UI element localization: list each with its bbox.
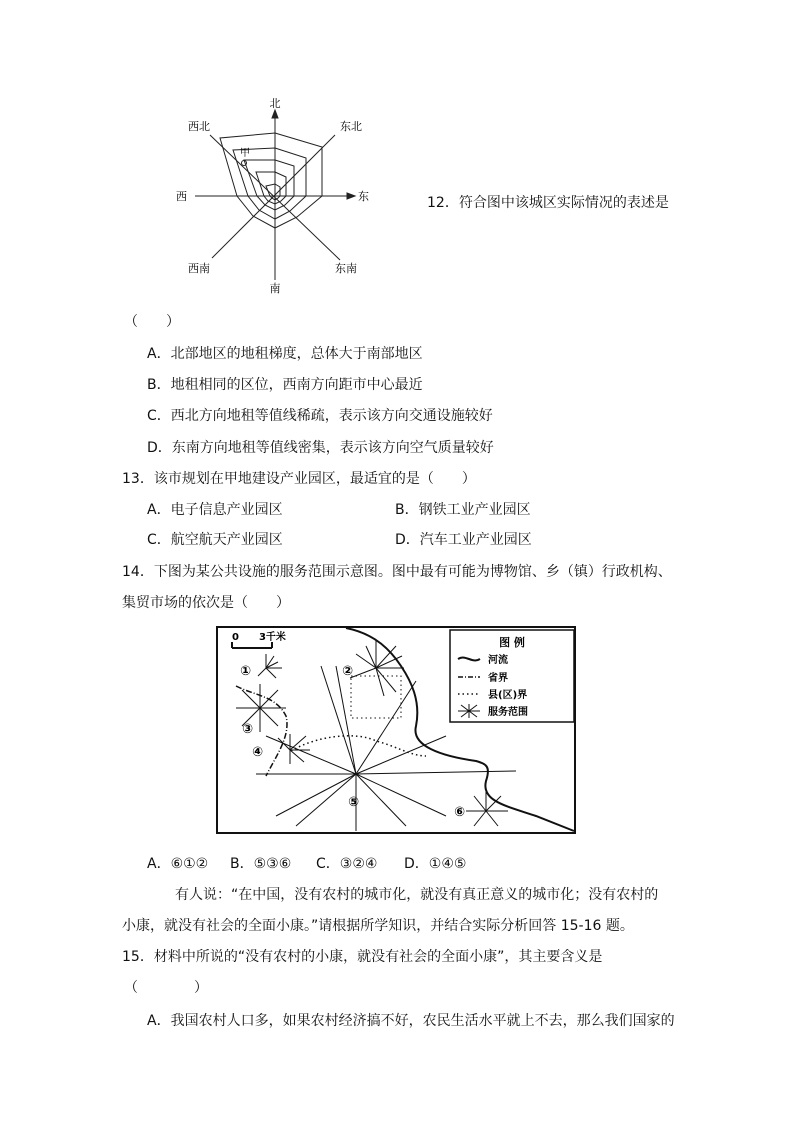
label-east: 东 <box>358 190 369 203</box>
north-arrow-icon <box>272 110 278 118</box>
q12-option-b: B．地租相同的区位，西南方向距市中心最近 <box>147 377 423 393</box>
q12-option-a: A．北部地区的地租梯度，总体大于南部地区 <box>147 346 423 362</box>
q12-option-d: D．东南方向地租等值线密集，表示该方向空气质量较好 <box>147 440 494 456</box>
marker-3: ③ <box>242 722 254 737</box>
q15-option-a: A．我国农村人口多，如果农村经济搞不好，农民生活水平就上不去，那么我们国家的 <box>147 1013 675 1029</box>
east-arrow-icon <box>347 193 355 199</box>
legend-river: 河流 <box>488 655 508 666</box>
q13-option-d: D．汽车工业产业园区 <box>395 532 532 548</box>
marker-5: ⑤ <box>348 795 360 810</box>
q12-option-c: C．西北方向地租等值线稀疏，表示该方向交通设施较好 <box>147 408 493 424</box>
legend-province: 省界 <box>488 673 508 684</box>
marker-4: ④ <box>252 745 264 760</box>
q12-paren: （ ） <box>124 314 180 330</box>
marker-2: ② <box>342 664 354 679</box>
rent-contour-outer <box>220 133 322 228</box>
material-line1: 有人说：“在中国，没有农村的城市化，就没有真正意义的城市化；没有农村的 <box>175 887 659 903</box>
label-southeast: 东南 <box>335 262 357 275</box>
q12-stem: 12．符合图中该城区实际情况的表述是 <box>427 195 669 211</box>
label-north: 北 <box>269 97 281 110</box>
legend-county: 县(区)界 <box>488 690 528 701</box>
map-legend <box>450 630 574 722</box>
q14-option-d: D．①④⑤ <box>404 856 467 872</box>
marker-6: ⑥ <box>454 805 466 820</box>
q14-stem-line2: 集贸市场的依次是（ ） <box>122 595 290 611</box>
label-south: 南 <box>269 282 281 295</box>
q13-option-b: B．钢铁工业产业园区 <box>395 502 531 518</box>
q13-option-a: A．电子信息产业园区 <box>147 502 283 518</box>
label-point-jia: 甲 <box>240 148 250 159</box>
q13-stem: 13．该市规划在甲地建设产业园区，最适宜的是（ ） <box>122 471 476 487</box>
legend-service: 服务范围 <box>488 707 528 718</box>
material-line2: 小康，就没有社会的全面小康。”请根据所学知识，并结合实际分析回答 15-16 题。 <box>122 918 634 934</box>
q14-stem-line1: 14．下图为某公共设施的服务范围示意图。图中最有可能为博物馆、乡（镇）行政机构、 <box>122 564 672 580</box>
marker-1: ① <box>240 664 252 679</box>
q15-paren: （ ） <box>124 980 208 996</box>
service-range-map <box>216 626 578 836</box>
svg-text:0 3千米: 0 3千米 <box>232 632 286 643</box>
rent-contour-diagram <box>168 95 378 305</box>
q14-option-c: C．③②④ <box>316 856 378 872</box>
label-southwest: 西南 <box>188 262 210 275</box>
legend-title: 图 例 <box>499 636 525 649</box>
q14-option-b: B．⑤③⑥ <box>230 856 292 872</box>
label-northeast: 东北 <box>340 120 362 133</box>
label-northwest: 西北 <box>188 120 210 133</box>
q14-option-a: A．⑥①② <box>147 856 209 872</box>
q15-stem: 15．材料中所说的“没有农村的小康，就没有社会的全面小康”，其主要含义是 <box>122 949 603 965</box>
q13-option-c: C．航空航天产业园区 <box>147 532 283 548</box>
label-west: 西 <box>176 190 187 203</box>
